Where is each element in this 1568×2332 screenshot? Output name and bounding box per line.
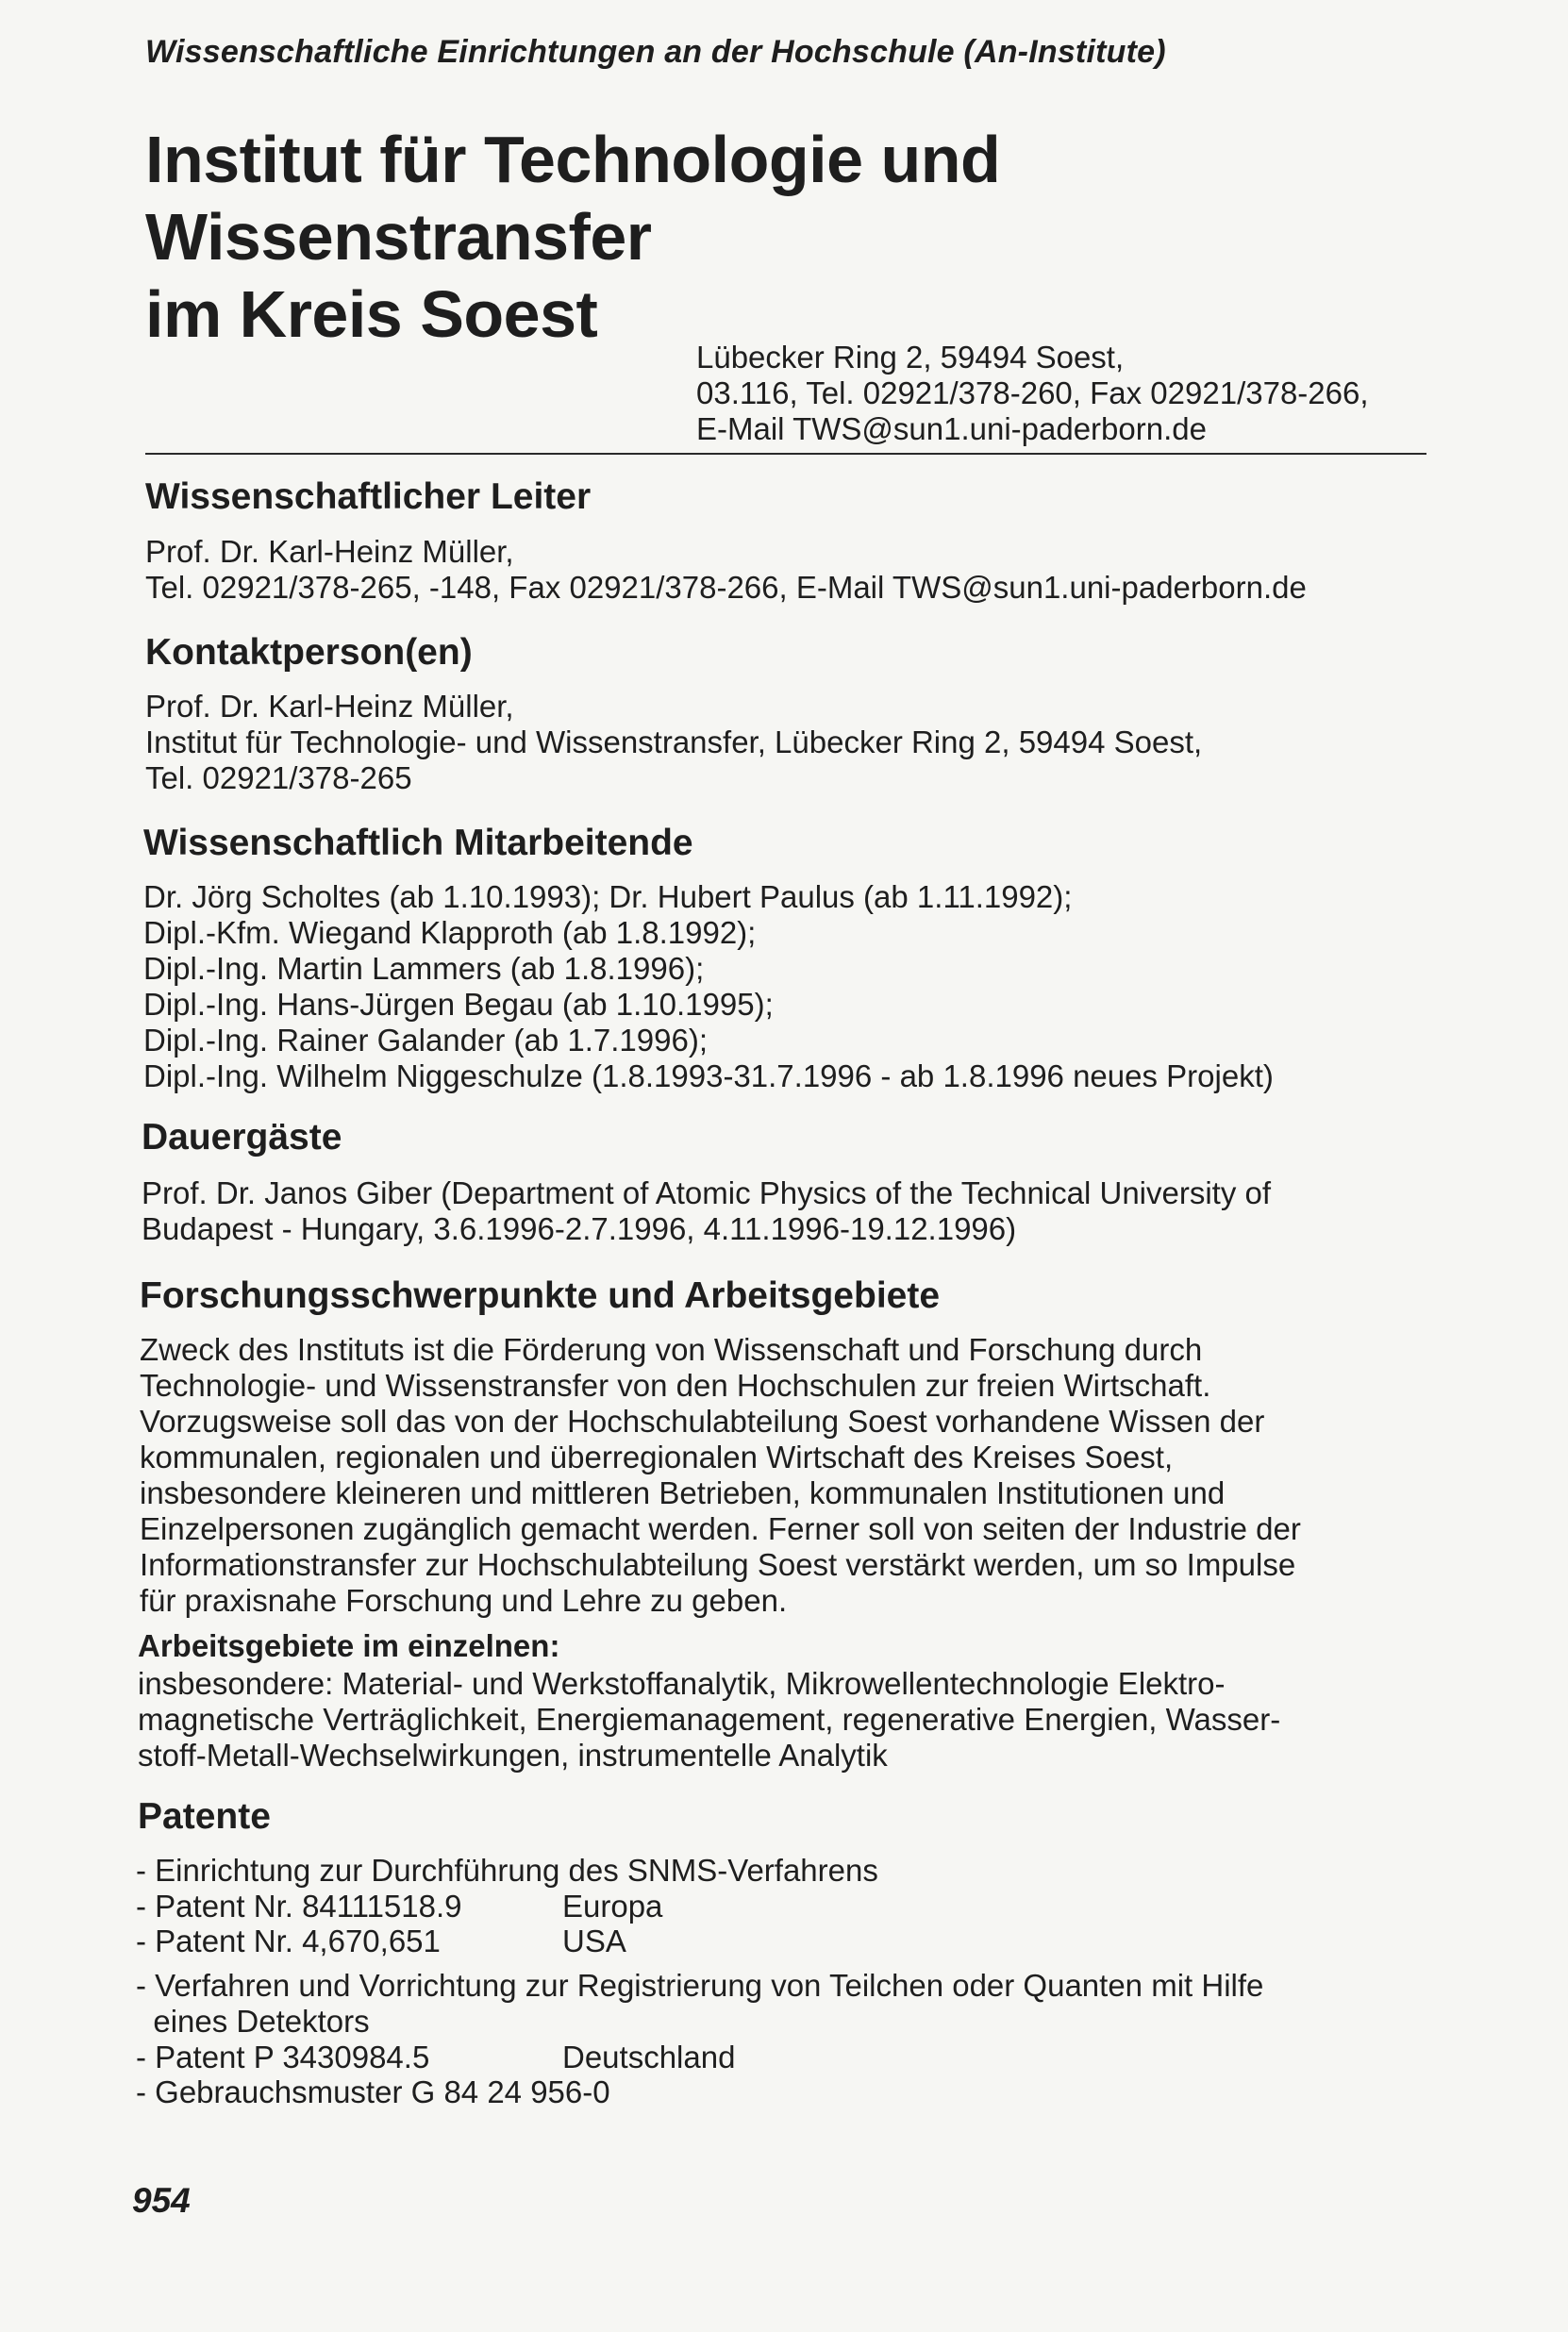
patent-row bbox=[136, 1924, 1419, 1958]
title-line: Institut für Technologie und bbox=[145, 123, 1001, 196]
section-body-kontakt bbox=[145, 689, 1202, 796]
text-line: stoff-Metall-Wechselwirkungen, instrumentelle Analytik bbox=[138, 1738, 888, 1773]
address-line: E-Mail TWS@sun1.uni-paderborn.de bbox=[696, 411, 1207, 446]
section-heading-gaeste: Dauergäste bbox=[142, 1117, 342, 1158]
address-line: Lübecker Ring 2, 59494 Soest, bbox=[696, 340, 1125, 375]
text-line: Dr. Jörg Scholtes (ab 1.10.1993); Dr. Hubert Paulus (ab 1.11.1992); bbox=[143, 879, 1073, 914]
text-line: insbesondere kleineren und mittleren Betrieben, kommunalen Institutionen und bbox=[140, 1475, 1226, 1510]
section-heading-patente: Patente bbox=[138, 1796, 271, 1837]
patent-country: Deutschland bbox=[562, 2040, 736, 2074]
title-line: Wissenstransfer bbox=[145, 200, 652, 274]
page-number: 954 bbox=[132, 2181, 191, 2220]
text-line: Budapest - Hungary, 3.6.1996-2.7.1996, 4.11.1996-19.12.1996) bbox=[142, 1211, 1017, 1246]
section-body-mitarbeitende bbox=[143, 879, 1274, 1094]
patent-number: - Patent Nr. 4,670,651 bbox=[136, 1924, 441, 1958]
text-line: Dipl.-Ing. Martin Lammers (ab 1.8.1996); bbox=[143, 951, 705, 986]
title-divider bbox=[145, 453, 1426, 455]
text-line: Dipl.-Ing. Hans-Jürgen Begau (ab 1.10.1995); bbox=[143, 987, 774, 1022]
text-line: Prof. Dr. Karl-Heinz Müller, bbox=[145, 689, 514, 724]
patent-list-1 bbox=[136, 1853, 1419, 1958]
patent-title: - Einrichtung zur Durchführung des SNMS-Verfahrens bbox=[136, 1853, 878, 1888]
patent-row bbox=[136, 2074, 1419, 2109]
text-line: Dipl.-Ing. Wilhelm Niggeschulze (1.8.1993-31.7.1996 - ab 1.8.1996 neues Projekt) bbox=[143, 1058, 1274, 1093]
section-body-forschung bbox=[140, 1332, 1301, 1619]
page-title bbox=[145, 121, 1000, 353]
text-line: Informationstransfer zur Hochschulabteilung Soest verstärkt werden, um so Impulse bbox=[140, 1547, 1296, 1582]
patent-number: - Patent P 3430984.5 bbox=[136, 2040, 430, 2074]
patent-country: Europa bbox=[562, 1889, 663, 1924]
text-line: Dipl.-Ing. Rainer Galander (ab 1.7.1996); bbox=[143, 1023, 708, 1058]
text-line: Zweck des Instituts ist die Förderung von Wissenschaft und Forschung durch bbox=[140, 1332, 1203, 1367]
patent-title: eines Detektors bbox=[136, 2004, 370, 2039]
patent-list-2 bbox=[136, 1968, 1419, 2109]
subheading-arbeitsgebiete: Arbeitsgebiete im einzelnen: bbox=[138, 1628, 560, 1663]
patent-row bbox=[136, 1889, 1419, 1924]
text-line: Prof. Dr. Karl-Heinz Müller, bbox=[145, 534, 514, 569]
text-line: insbesondere: Material- und Werkstoffanalytik, Mikrowellentechnologie Elektro- bbox=[138, 1666, 1226, 1701]
text-line: Technologie- und Wissenstransfer von den Hochschulen zur freien Wirtschaft. bbox=[140, 1368, 1211, 1403]
section-body-arbeitsgebiete bbox=[138, 1666, 1280, 1774]
section-body-gaeste bbox=[142, 1175, 1271, 1247]
section-heading-kontakt: Kontaktperson(en) bbox=[145, 632, 473, 673]
patent-number: - Gebrauchsmuster G 84 24 956-0 bbox=[136, 2074, 610, 2109]
section-body-leiter bbox=[145, 534, 1307, 606]
running-header: Wissenschaftliche Einrichtungen an der Hochschule (An-Institute) bbox=[145, 34, 1166, 70]
text-line: kommunalen, regionalen und überregionalen Wirtschaft des Kreises Soest, bbox=[140, 1440, 1174, 1474]
institute-address bbox=[696, 340, 1369, 447]
text-line: Vorzugsweise soll das von der Hochschulabteilung Soest vorhandene Wissen der bbox=[140, 1404, 1265, 1439]
section-heading-forschung: Forschungsschwerpunkte und Arbeitsgebiete bbox=[140, 1275, 941, 1316]
section-heading-leiter: Wissenschaftlicher Leiter bbox=[145, 476, 592, 517]
text-line: Dipl.-Kfm. Wiegand Klapproth (ab 1.8.1992); bbox=[143, 915, 757, 950]
text-line: Tel. 02921/378-265, -148, Fax 02921/378-266, E-Mail TWS@sun1.uni-paderborn.de bbox=[145, 570, 1307, 605]
patent-number: - Patent Nr. 84111518.9 bbox=[136, 1889, 462, 1924]
patent-title: - Verfahren und Vorrichtung zur Registrierung von Teilchen oder Quanten mit Hilfe bbox=[136, 1968, 1264, 2003]
address-line: 03.116, Tel. 02921/378-260, Fax 02921/378-266, bbox=[696, 375, 1369, 410]
text-line: Prof. Dr. Janos Giber (Department of Atomic Physics of the Technical University of bbox=[142, 1175, 1272, 1210]
text-line: Tel. 02921/378-265 bbox=[145, 760, 412, 795]
text-line: Einzelpersonen zugänglich gemacht werden. Ferner soll von seiten der Industrie der bbox=[140, 1511, 1301, 1546]
section-heading-mitarbeitende: Wissenschaftlich Mitarbeitende bbox=[143, 823, 693, 863]
title-line: im Kreis Soest bbox=[145, 277, 598, 351]
text-line: magnetische Verträglichkeit, Energiemanagement, regenerative Energien, Wasser- bbox=[138, 1702, 1281, 1737]
text-line: für praxisnahe Forschung und Lehre zu geben. bbox=[140, 1583, 788, 1618]
patent-country: USA bbox=[562, 1924, 626, 1958]
text-line: Institut für Technologie- und Wissenstransfer, Lübecker Ring 2, 59494 Soest, bbox=[145, 725, 1203, 759]
patent-row bbox=[136, 2040, 1419, 2074]
